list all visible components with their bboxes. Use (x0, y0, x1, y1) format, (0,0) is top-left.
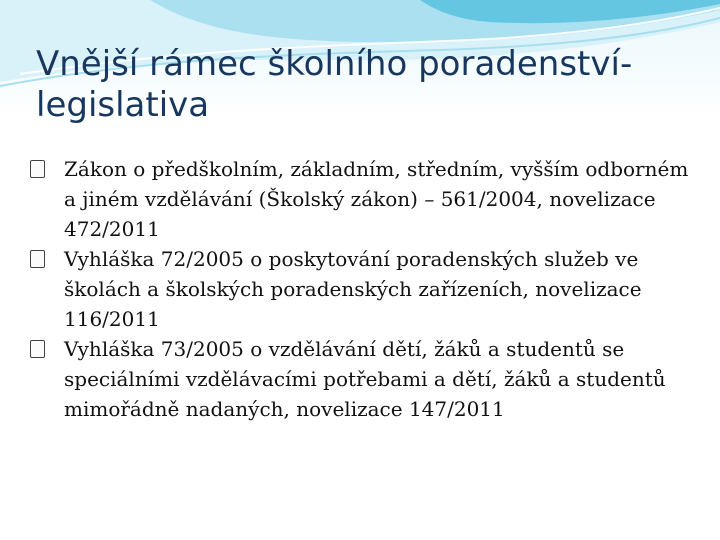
bullet-text: Zákon o předškolním, základním, středním, vyšším odborném a jiném vzdělávání (Školský zákon) – 561/2004, novelizace 472/2011 (64, 157, 689, 241)
bullet-marker-icon (30, 340, 45, 358)
bullet-item-decree-73 (30, 334, 690, 424)
bullet-text: Vyhláška 73/2005 o vzdělávání dětí, žáků a studentů se speciálními vzdělávacími potřebami a dětí, žáků a studentů mimořádně nadaných, novelizace 147/2011 (64, 337, 666, 421)
bullet-item-school-act (30, 154, 690, 244)
slide-title: Vnější rámec školního poradenství- legislativa (36, 44, 633, 125)
bullet-item-decree-72 (30, 244, 690, 334)
bullet-text: Vyhláška 72/2005 o poskytování poradenských služeb ve školách a školských poradenských zařízeních, novelizace 116/2011 (64, 247, 642, 331)
bullet-marker-icon (30, 160, 45, 178)
bullet-list (30, 154, 690, 424)
bullet-marker-icon (30, 250, 45, 268)
